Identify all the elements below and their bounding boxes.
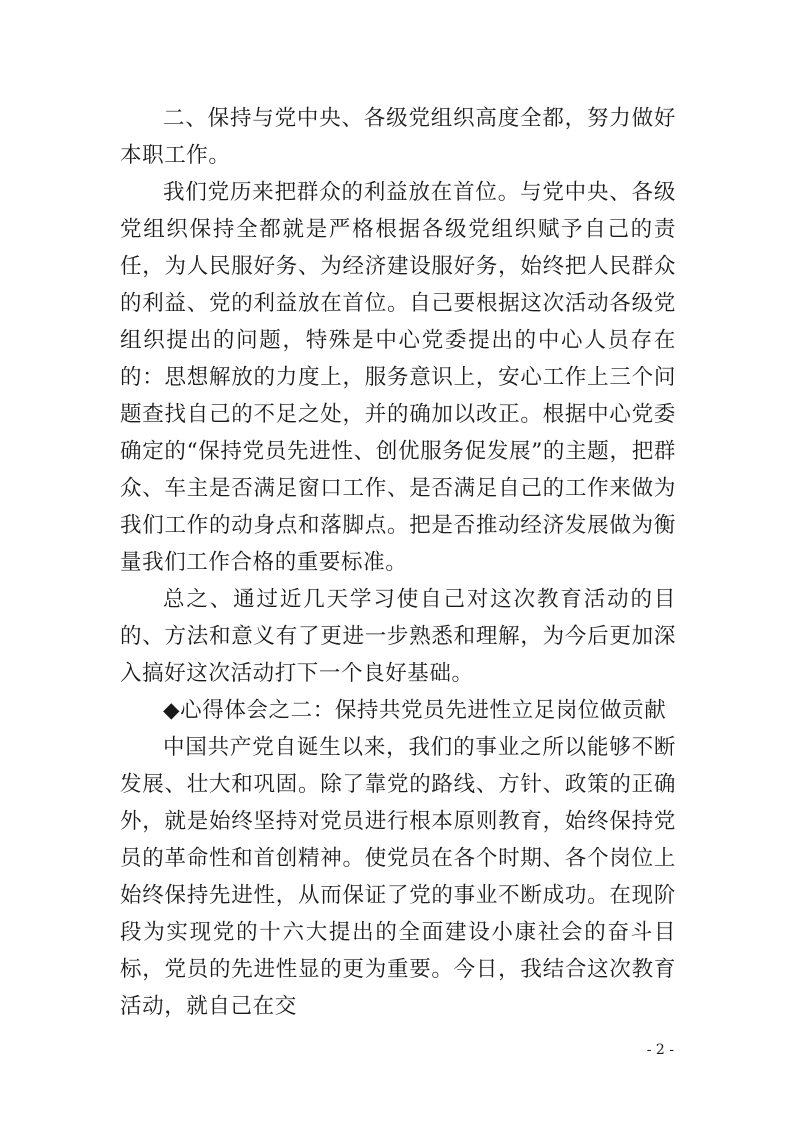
subsection-heading: ◆心得体会之二：保持共党员先进性立足岗位做贡献 [163, 698, 667, 723]
page-number: - 2 - [646, 1042, 674, 1058]
document-body [120, 100, 676, 1025]
body-paragraph: 我们党历来把群众的利益放在首位。与党中央、各级党组织保持全都就是严格根据各级党组织赋予自己的责任，为人民服好务、为经济建设服好务，始终把人民群众的利益、党的利益放在首位。自己要根据这次活动各级党组织提出的问题，特殊是中心党委提出的中心人员存在的：思想解放的力度上，服务意识上，安心工作上三个问题查找自己的不足之处，并的确加以改正。根据中心党委确定的“保持党员先进性、创优服务促发展”的主题，把群众、车主是否满足窗口工作、是否满足自己的工作来做为我们工作的动身点和落脚点。把是否推动经济发展做为衡量我们工作合格的重要标准。 [120, 180, 676, 575]
body-paragraph: 总之、通过近几天学习使自己对这次教育活动的目的、方法和意义有了更进一步熟悉和理解，为今后更加深入搞好这次活动打下一个良好基础。 [120, 587, 676, 686]
body-paragraph: 中国共产党自诞生以来，我们的事业之所以能够不断发展、壮大和巩固。除了靠党的路线、方针、政策的正确外，就是始终坚持对党员进行根本原则教育，始终保持党员的革命性和首创精神。使党员在各个时期、各个岗位上始终保持先进性，从而保证了党的事业不断成功。在现阶段为实现党的十六大提出的全面建设小康社会的奋斗目标，党员的先进性显的更为重要。今日，我结合这次教育活动，就自己在交 [120, 735, 676, 1019]
section-heading: 二、保持与党中央、各级党组织高度全都，努力做好本职工作。 [120, 106, 676, 168]
